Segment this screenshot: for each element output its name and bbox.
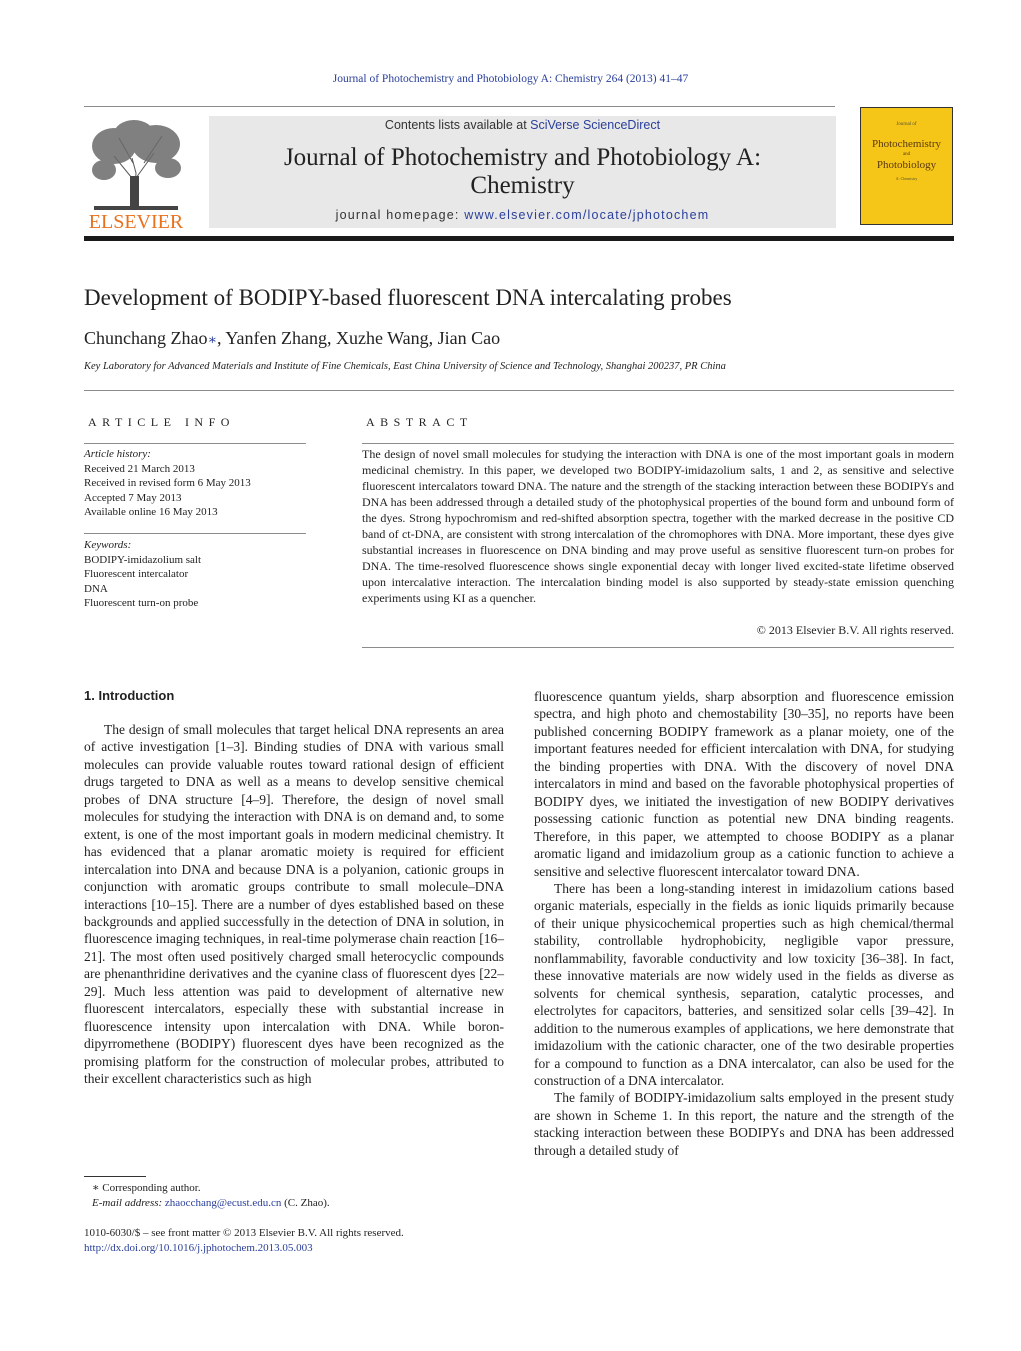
history-online: Available online 16 May 2013 (84, 506, 218, 518)
abstract-label: ABSTRACT (366, 415, 473, 429)
journal-homepage-line (209, 208, 836, 222)
article-title: Development of BODIPY-based fluorescent DNA intercalating probes (84, 285, 732, 310)
author-list (84, 328, 500, 349)
journal-title-line1: Journal of Photochemistry and Photobiology A: (283, 144, 762, 171)
history-revised: Received in revised form 6 May 2013 (84, 477, 251, 489)
cover-title (861, 137, 952, 173)
corresponding-author-marker[interactable]: ∗ (207, 333, 217, 348)
abstract-bottom-rule (362, 647, 954, 648)
keywords-block (84, 538, 201, 611)
author-first: Chunchang Zhao (84, 328, 208, 348)
journal-title (209, 144, 836, 200)
body-paragraph: fluorescence quantum yields, sharp absorption and fluorescence emission spectra, and high photo and chemostability [30–35], no reports have been published concerning BODIPY framework as a planar moiety, one of the important features needed for efficient intercalation with DNA, for studying the binding properties with DNA. With the discovery of novel DNA intercalators in mind and based on the favorable photophysical properties of BODIPY dyes, we initiated the investigation of new BODIPY derivatives possessing cationic function as potential new DNA binding reagents. Therefore, in this paper, we attempted to choose BODIPY as a planar aromatic ligand and imidazolium group as a cationic function to achieve a sensitive and selective fluorescent intercalator toward DNA. (534, 689, 954, 879)
email-link[interactable]: zhaocchang@ecust.edu.cn (164, 1196, 282, 1209)
body-paragraph: There has been a long-standing interest in imidazolium cations based organic materials, especially in the fields as ionic liquids primarily because of their unique physicochemical properties such as high chemical/thermal stability, controllable hydrophobicity, negligible vapor pressure, nonflammability, favorable conductivity and low toxicity [36–38]. In fact, these innovative materials are now widely used in the fields as diverse as solvents for chemical synthesis, separation, catalytic processes, and electrolytes for capacitors, batteries, and sensitized solar cells [39–42]. In addition to the numerous examples of applications, we here demonstrate that imidazolium with the cationic character, one of the two desirable properties for a compound to function as a DNA intercalator, can also be used for the construction of a DNA intercalator. (534, 880, 954, 1088)
abstract-copyright: © 2013 Elsevier B.V. All rights reserved. (756, 623, 954, 637)
journal-cover-thumbnail[interactable] (860, 107, 953, 225)
masthead-top-rule (84, 106, 835, 107)
cover-title-line1: Photochemistry (871, 138, 942, 150)
keyword-item: Fluorescent intercalator (84, 568, 189, 580)
author-rest: , Yanfen Zhang, Xuzhe Wang, Jian Cao (216, 328, 501, 348)
front-matter-text: 1010-6030/$ – see front matter © 2013 Elsevier B.V. All rights reserved. (84, 1227, 404, 1239)
abstract-rule (362, 443, 954, 444)
body-paragraph: The family of BODIPY-imidazolium salts employed in the present study are shown in Scheme 1. In this report, the nature and the strength of the stacking interaction between these BODIPYs and DNA has been addressed through a detailed study of (534, 1090, 954, 1158)
elsevier-wordmark: ELSEVIER (88, 211, 184, 232)
homepage-prefix: journal homepage: (335, 208, 465, 222)
contents-availability-line (209, 118, 836, 132)
abstract-text: The design of novel small molecules for studying the interaction with DNA is one of the most important goals in modern medicinal chemistry. In this paper, we developed two BODIPY-imidazolium salts, 1 and 2, as sensitive and selective fluorescent intercalators toward DNA. The nature and the strength of the stacking interaction between these BODIPYs and DNA has been addressed through a detailed study of the photophysical properties of the bound form and unbound form of the dyes. Strong hypochromism and red-shifted absorption spectra, together with the marked decrease in the positive CD band of ct-DNA, are consistent with strong intercalation of the chromophores with DNA. More important, these dyes give substantial increases in fluorescence on DNA binding and may prove useful as sensitive fluorescent turn-on probes for DNA. The time-resolved fluorescence shows single exponential decay with longer lived excited-state lifetime observed upon intercalative interaction. The intercalation binding model is also supported by steady-state emission quenching experiments using KI as a quencher. (362, 447, 954, 605)
section-heading-introduction: 1. Introduction (84, 688, 175, 703)
keywords-rule (84, 533, 306, 534)
footnote-star: ∗ (92, 1182, 100, 1194)
keywords-label: Keywords: (84, 539, 132, 551)
doi-link[interactable]: http://dx.doi.org/10.1016/j.jphotochem.2013.05.003 (84, 1241, 313, 1254)
keyword-item: BODIPY-imidazolium salt (84, 553, 202, 566)
cover-sub-text: A: Chemistry (895, 176, 918, 181)
history-accepted: Accepted 7 May 2013 (84, 491, 182, 504)
email-label: E-mail address: (92, 1196, 165, 1209)
sciencedirect-link[interactable]: SciVerse ScienceDirect (530, 118, 661, 132)
article-info-rule (84, 443, 306, 444)
keyword-item: Fluorescent turn-on probe (84, 597, 199, 609)
body-column-right (534, 688, 954, 1159)
homepage-link[interactable]: www.elsevier.com/locate/jphotochem (464, 208, 710, 222)
article-info-label: ARTICLE INFO (88, 415, 235, 429)
cover-title-line3: Photobiology (876, 159, 937, 171)
email-suffix: (C. Zhao). (281, 1196, 330, 1209)
footnote-rule (84, 1176, 146, 1177)
journal-title-line2: Chemistry (470, 172, 575, 199)
cover-small-text: Journal of (896, 122, 917, 127)
masthead-thick-rule (84, 236, 954, 241)
affiliation: Key Laboratory for Advanced Materials and Institute of Fine Chemicals, East China University of Science and Technology, Shanghai 200237, PR China (84, 361, 726, 372)
history-label: Article history: (84, 448, 151, 460)
body-paragraph: The design of small molecules that target helical DNA represents an area of active investigation [1–3]. Binding studies of DNA with various small molecules can provide valuable routes toward rational design of efficient drugs targeted to DNA as well as a means to develop sensitive chemical probes of DNA structure [4–9]. Therefore, the design of novel small molecules for studying the interaction with DNA is on demand and, to some extent, is one of the most important goals in modern medicinal chemistry. It has evidenced that a planar aromatic moiety is required for efficient intercalation into DNA and because DNA is a polyanion, cationic groups in conjunction with aromatic groups contribute to small molecule–DNA interactions [10–15]. There are a number of dyes established based on these backgrounds and applied successfully in the detection of DNA in solution, in fluorescence imaging techniques, in real-time polymerase chain reaction [16–21]. The most often used positively charged small heterocyclic compounds are phenanthridine derivatives and the cyanine class of fluorescent dyes [22–29]. Much less attention was paid to development of alternative new fluorescent intercalators, especially these with substantial increase in fluorescence intensity upon intercalation with DNA. While boron-dipyrromethene (BODIPY) fluorescent dyes have been recognized as the promising platform for the construction of molecular probes, attributed to their excellent characteristics such as high (84, 722, 504, 1087)
cover-title-line2: and (902, 152, 911, 157)
running-head-citation[interactable]: Journal of Photochemistry and Photobiology A: Chemistry 264 (2013) 41–47 (332, 73, 689, 85)
footnote-corresponding: Corresponding author. (99, 1182, 201, 1194)
front-matter-block (84, 1226, 404, 1255)
body-column-left (84, 721, 504, 1088)
corresponding-author-footnote (92, 1181, 330, 1210)
article-history (84, 447, 251, 520)
history-received: Received 21 March 2013 (84, 462, 195, 475)
affiliation-rule (84, 390, 954, 391)
elsevier-tree-logo-icon (84, 118, 188, 232)
contents-prefix: Contents lists available at (384, 118, 531, 132)
keyword-item: DNA (84, 582, 108, 595)
